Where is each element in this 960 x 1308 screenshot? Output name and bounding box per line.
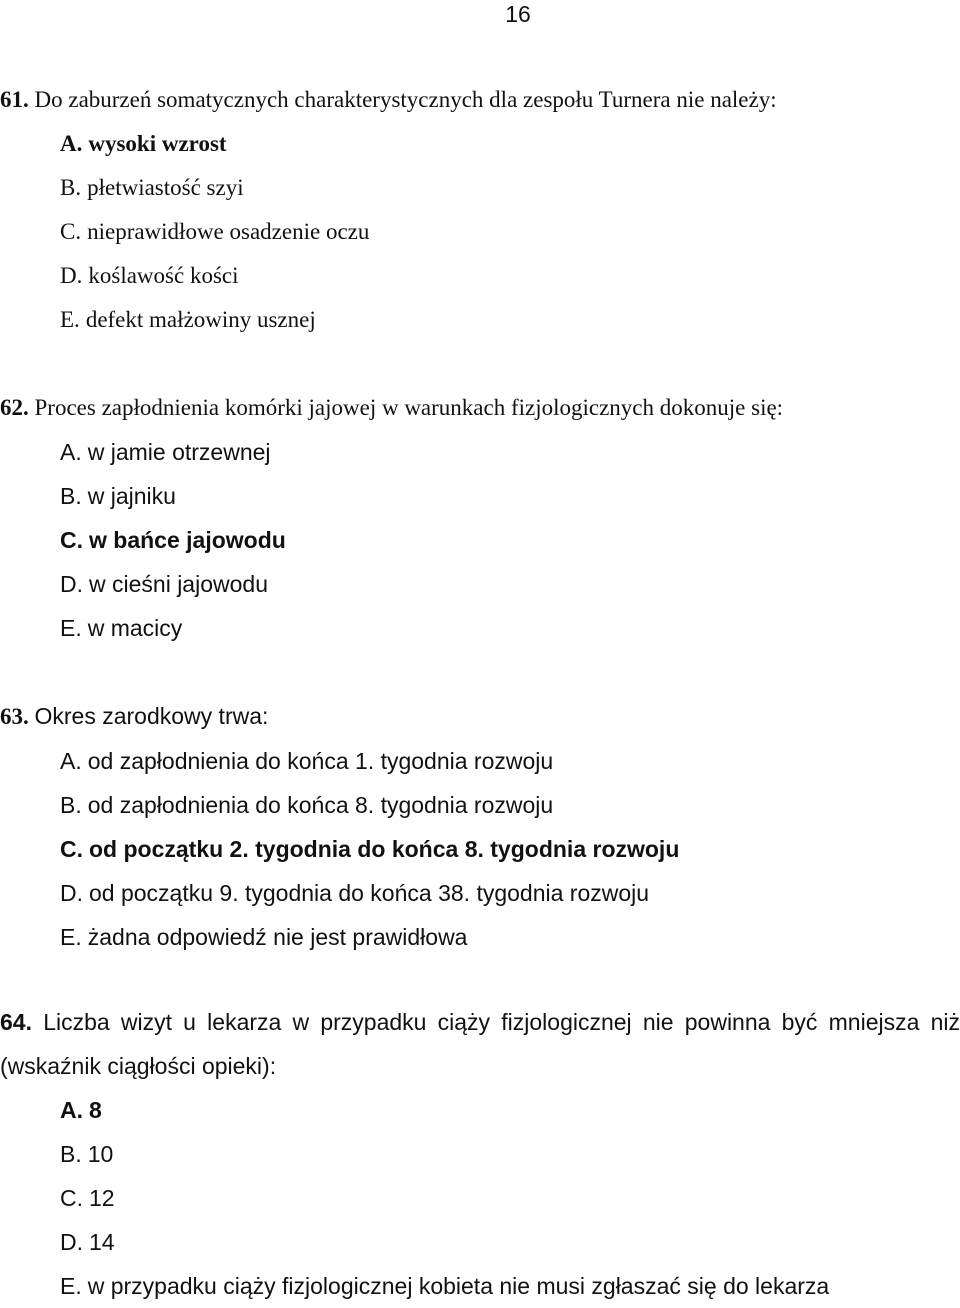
question-number: 63. <box>0 704 29 729</box>
answer-letter: C. <box>60 836 83 862</box>
answer-letter: D. <box>60 1229 83 1255</box>
question-stem <box>0 78 960 122</box>
answer-letter: B. <box>60 175 82 200</box>
question-stem <box>0 386 960 430</box>
answer-option-d <box>60 1220 960 1264</box>
answer-letter: A. <box>60 439 82 465</box>
question-63 <box>0 694 960 959</box>
answer-letter: D. <box>60 571 83 597</box>
answer-option-e <box>60 298 960 342</box>
answer-text: 12 <box>89 1185 115 1211</box>
question-62 <box>0 386 960 650</box>
answer-text: w jajniku <box>87 483 176 509</box>
answer-text: wysoki wzrost <box>88 131 227 156</box>
answer-text: w jamie otrzewnej <box>87 439 271 465</box>
answer-option-b <box>60 166 960 210</box>
answer-option-b <box>60 474 960 518</box>
answer-option-c <box>60 827 960 871</box>
answer-letter: D. <box>60 263 83 288</box>
answer-text: w macicy <box>87 615 183 641</box>
answer-option-b <box>60 783 960 827</box>
answer-text: koślawość kości <box>88 263 239 288</box>
question-61 <box>0 78 960 342</box>
answer-option-d <box>60 871 960 915</box>
question-text: Do zaburzeń somatycznych charakterystycznych dla zespołu Turnera nie należy: <box>34 87 777 112</box>
answer-option-e <box>60 915 960 959</box>
answer-text: w bańce jajowodu <box>89 527 286 553</box>
answer-option-a <box>60 739 960 783</box>
answer-text: w cieśni jajowodu <box>89 571 268 597</box>
question-number: 62. <box>0 395 29 420</box>
question-text: Okres zarodkowy trwa: <box>34 703 269 729</box>
question-64 <box>0 1000 960 1308</box>
answer-letter: A. <box>60 1097 83 1123</box>
answer-list <box>0 1088 960 1308</box>
answer-letter: D. <box>60 880 83 906</box>
answer-letter: B. <box>60 483 82 509</box>
answer-option-e <box>60 1264 960 1308</box>
answer-text: żadna odpowiedź nie jest prawidłowa <box>87 924 468 950</box>
answer-option-c <box>60 210 960 254</box>
question-number: 61. <box>0 87 29 112</box>
answer-option-a <box>60 1088 960 1132</box>
answer-text: 10 <box>87 1141 114 1167</box>
answer-text: 8 <box>89 1097 102 1123</box>
answer-text: od początku 9. tygodnia do końca 38. tygodnia rozwoju <box>89 880 650 906</box>
answer-list <box>0 739 960 959</box>
answer-text: defekt małżowiny usznej <box>85 307 316 332</box>
answer-list <box>0 122 960 342</box>
answer-option-c <box>60 1176 960 1220</box>
answer-letter: E. <box>60 307 80 332</box>
answer-option-a <box>60 122 960 166</box>
answer-letter: E. <box>60 615 82 641</box>
answer-letter: A. <box>60 131 83 156</box>
answer-option-c <box>60 518 960 562</box>
answer-letter: B. <box>60 1141 82 1167</box>
answer-option-d <box>60 254 960 298</box>
answer-letter: B. <box>60 792 82 818</box>
question-text: Liczba wizyt u lekarza w przypadku ciąży fizjologicznej nie powinna być mniejsza niż (wskaźnik ciągłości opieki): <box>0 1009 960 1079</box>
answer-letter: C. <box>60 219 82 244</box>
answer-text: 14 <box>89 1229 115 1255</box>
answer-option-d <box>60 562 960 606</box>
answer-text: płetwiastość szyi <box>87 175 244 200</box>
answer-option-e <box>60 606 960 650</box>
answer-text: od zapłodnienia do końca 1. tygodnia rozwoju <box>87 748 554 774</box>
answer-text: w przypadku ciąży fizjologicznej kobieta nie musi zgłaszać się do lekarza <box>87 1273 830 1299</box>
answer-letter: C. <box>60 1185 83 1211</box>
answer-text: od zapłodnienia do końca 8. tygodnia rozwoju <box>87 792 554 818</box>
answer-text: nieprawidłowe osadzenie oczu <box>87 219 370 244</box>
page-number: 16 <box>505 1 531 27</box>
question-stem <box>0 694 960 739</box>
answer-letter: A. <box>60 748 82 774</box>
question-number: 64. <box>0 1009 32 1035</box>
question-text: Proces zapłodnienia komórki jajowej w warunkach fizjologicznych dokonuje się: <box>34 395 784 420</box>
answer-option-b <box>60 1132 960 1176</box>
answer-text: od początku 2. tygodnia do końca 8. tygodnia rozwoju <box>89 836 680 862</box>
answer-option-a <box>60 430 960 474</box>
answer-list <box>0 430 960 650</box>
answer-letter: E. <box>60 924 82 950</box>
answer-letter: C. <box>60 527 83 553</box>
answer-letter: E. <box>60 1273 82 1299</box>
question-stem <box>0 1000 960 1088</box>
